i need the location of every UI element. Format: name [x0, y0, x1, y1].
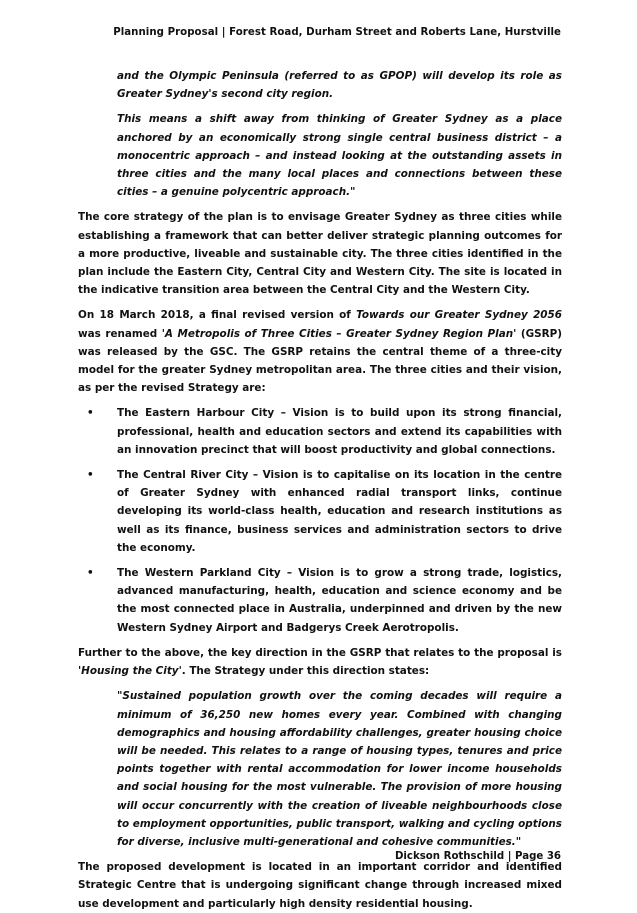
- bullet-text: The Western Parkland City – Vision is to grow a strong trade, logistics, advanced manufacturing, health, education and science economy and be the most connected place in Australia, underpinned and driven by the new Western Sydney Airport and Badgerys Creek Aerotropolis.: [117, 567, 562, 634]
- page-header: Planning Proposal | Forest Road, Durham Street and Roberts Lane, Hurstville: [113, 27, 561, 38]
- bullet-text: The Eastern Harbour City – Vision is to build upon its strong financial, professional, health and education sectors and extend its capabilities with an innovation precinct that will boost productivity and global connections.: [117, 407, 562, 456]
- bullet-text: The Central River City – Vision is to capitalise on its location in the centre of Greater Sydney with enhanced radial transport links, continue developing its world-class health, education and research institutions as well as its finance, business services and administration sectors to drive the economy.: [117, 469, 562, 554]
- page-body: [78, 67, 562, 913]
- paragraph-proposed-development: The proposed development is located in an important corridor and identified Strategic Centre that is undergoing significant change through increased mixed use development and particularly high density residential housing.: [78, 861, 562, 910]
- bullet-item-eastern: [78, 404, 562, 459]
- paragraph-gsrp: [78, 306, 562, 397]
- paragraph-core-strategy: The core strategy of the plan is to envisage Greater Sydney as three cities while establishing a framework that can better deliver strategic planning outcomes for a more productive, liveable and sustainable city. The three cities identified in the plan include the Eastern City, Central City and Western City. The site is located in the indicative transition area between the Central City and the Western City.: [78, 211, 562, 297]
- para2-text-1: On 18 March 2018, a final revised version of: [78, 309, 357, 322]
- quote-housing: "Sustained population growth over the coming decades will require a minimum of 36,250 new homes every year. Combined with changing demographics and housing affordability challenges, greater housing choice will be needed. This relates to a range of housing types, tenures and price points together with rental accommodation for lower income households and social housing for the most vulnerable. The provision of more housing will occur concurrently with the creation of liveable neighbourhoods close to employment opportunities, public transport, walking and cycling options for diverse, inclusive multi-generational and cohesive communities.": [117, 690, 562, 848]
- page-footer: Dickson Rothschild | Page 36: [394, 851, 561, 862]
- bullet-item-western: [78, 564, 562, 637]
- bullet-icon: •: [87, 567, 94, 580]
- para2-title-metropolis: 'A Metropolis of Three Cities – Greater Sydney Region Plan': [161, 327, 517, 340]
- cities-bullet-list: [78, 404, 562, 636]
- para3-text-1: Further to the above, the key direction in the GSRP that relates to the proposal is: [78, 646, 562, 659]
- para2-text-2: was renamed: [78, 327, 162, 340]
- bullet-item-central: [78, 466, 562, 557]
- quote-polycentric: This means a shift away from thinking of Greater Sydney as a place anchored by an economically strong single central business district – a monocentric approach – and instead looking at the outstanding assets in three cities and the many local places and connections between these cities – a genuine polycentric approach.": [117, 113, 562, 199]
- para2-text-3: (GSRP) was released by the GSC. The GSRP retains the central theme of a three-city model for the greater Sydney metropolitan area. The three cities and their vision, as per the revised Strategy are:: [78, 327, 562, 395]
- bullet-icon: •: [87, 469, 94, 482]
- quote-continuation: and the Olympic Peninsula (referred to as GPOP) will develop its role as Greater Sydney's second city region.: [117, 70, 562, 101]
- para3-text-2: . The Strategy under this direction states:: [181, 665, 430, 678]
- paragraph-housing-direction: [78, 644, 562, 680]
- para2-title-towards: Towards our Greater Sydney 2056: [356, 309, 562, 322]
- para3-housing-the-city: 'Housing the City': [78, 665, 182, 678]
- bullet-icon: •: [87, 407, 94, 420]
